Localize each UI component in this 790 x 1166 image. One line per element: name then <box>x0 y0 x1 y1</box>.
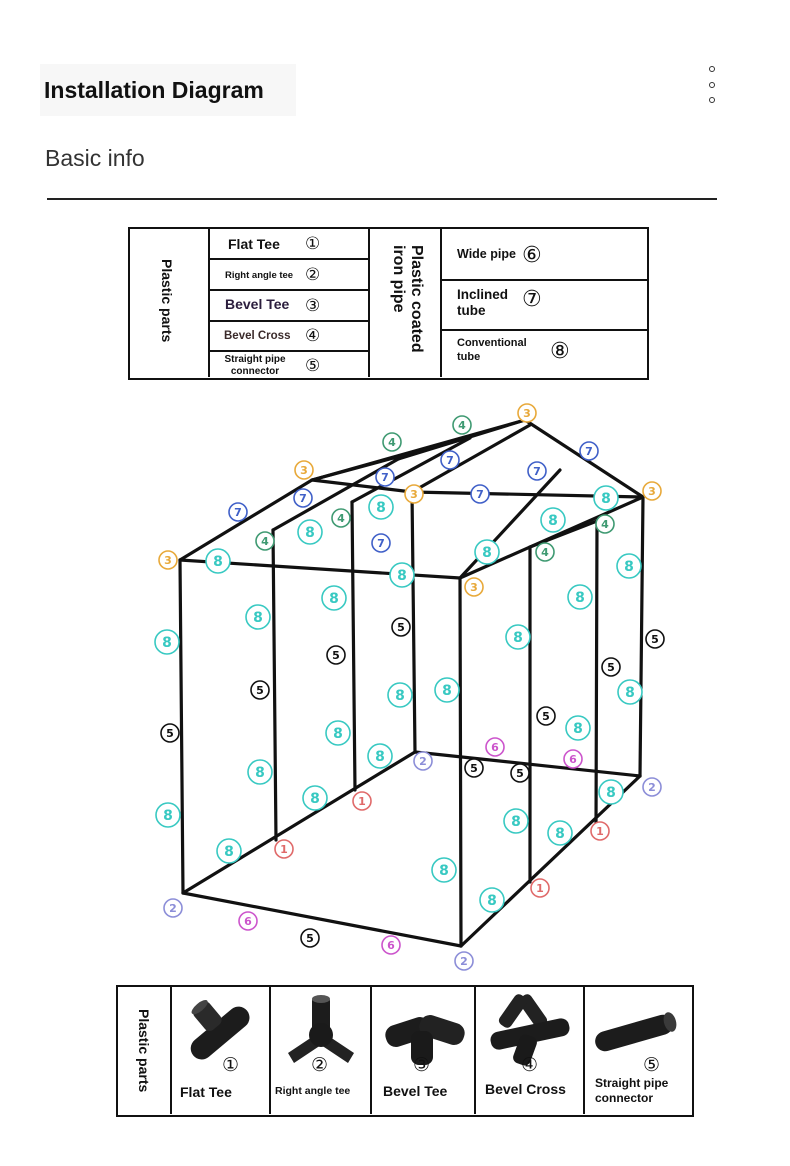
part-marker <box>453 416 471 434</box>
svg-text:4: 4 <box>601 518 609 531</box>
svg-text:5: 5 <box>397 621 405 634</box>
svg-text:5: 5 <box>651 633 659 646</box>
svg-text:8: 8 <box>606 785 616 801</box>
svg-text:5: 5 <box>542 710 550 723</box>
part-marker <box>251 681 269 699</box>
legend-num-1: ① <box>305 234 321 254</box>
part-marker <box>643 778 661 796</box>
legend-num-2: ② <box>305 265 321 285</box>
svg-text:8: 8 <box>442 683 452 699</box>
part-label-bevel-tee: Bevel Tee <box>383 1083 448 1099</box>
pipe-segment <box>640 497 643 776</box>
svg-text:7: 7 <box>377 537 385 550</box>
divider <box>269 987 271 1114</box>
legend-table <box>128 227 649 380</box>
legend-label-inclined-tube: Inclined tube <box>457 287 509 318</box>
svg-text:8: 8 <box>329 591 339 607</box>
part-marker <box>327 646 345 664</box>
svg-text:1: 1 <box>280 843 288 856</box>
legend-label-right-angle-tee: Right angle tee <box>225 270 294 281</box>
part-marker <box>475 540 499 564</box>
svg-text:7: 7 <box>299 492 307 505</box>
part-marker <box>566 716 590 740</box>
part-marker <box>432 858 456 882</box>
part-marker <box>405 485 423 503</box>
svg-text:5: 5 <box>166 727 174 740</box>
legend-label-bevel-cross: Bevel Cross <box>224 330 291 342</box>
svg-text:8: 8 <box>310 791 320 807</box>
part-marker <box>486 738 504 756</box>
svg-text:5: 5 <box>332 649 340 662</box>
svg-text:3: 3 <box>410 488 418 501</box>
svg-text:5: 5 <box>470 762 478 775</box>
svg-text:8: 8 <box>213 554 223 570</box>
svg-text:4: 4 <box>388 436 396 449</box>
part-marker <box>353 792 371 810</box>
greenhouse-frame-diagram <box>0 395 790 980</box>
part-label-bevel-cross: Bevel Cross <box>485 1081 566 1097</box>
svg-text:8: 8 <box>487 893 497 909</box>
svg-text:8: 8 <box>253 610 263 626</box>
part-marker <box>164 899 182 917</box>
svg-text:6: 6 <box>491 741 499 754</box>
flat-tee-icon <box>176 991 266 1071</box>
svg-text:8: 8 <box>573 721 583 737</box>
svg-text:8: 8 <box>548 513 558 529</box>
part-marker <box>465 759 483 777</box>
part-marker <box>206 549 230 573</box>
svg-text:3: 3 <box>164 554 172 567</box>
part-num-1: ① <box>222 1054 240 1076</box>
svg-text:8: 8 <box>624 559 634 575</box>
part-marker <box>382 936 400 954</box>
part-marker <box>414 752 432 770</box>
svg-text:8: 8 <box>333 726 343 742</box>
plastic-parts-header: Plastic parts <box>159 259 175 343</box>
svg-text:8: 8 <box>395 688 405 704</box>
part-marker <box>322 586 346 610</box>
divider <box>474 987 476 1114</box>
svg-text:2: 2 <box>169 902 177 915</box>
svg-text:1: 1 <box>358 795 366 808</box>
part-marker <box>617 554 641 578</box>
part-marker <box>591 822 609 840</box>
part-marker <box>602 658 620 676</box>
part-marker <box>298 520 322 544</box>
dot-icon <box>709 82 715 88</box>
section-subtitle: Basic info <box>45 145 145 171</box>
part-num-2: ② <box>311 1054 329 1076</box>
svg-text:8: 8 <box>601 491 611 507</box>
svg-text:8: 8 <box>439 863 449 879</box>
part-num-3: ③ <box>413 1054 431 1076</box>
part-marker <box>239 912 257 930</box>
part-marker <box>155 630 179 654</box>
part-marker <box>480 888 504 912</box>
part-label-right-angle-tee: Right angle tee <box>275 1085 351 1097</box>
svg-text:8: 8 <box>305 525 315 541</box>
svg-text:8: 8 <box>376 500 386 516</box>
legend-num-3: ③ <box>305 296 321 316</box>
divider <box>370 987 372 1114</box>
svg-text:8: 8 <box>163 808 173 824</box>
pipe-segment <box>460 578 461 946</box>
dot-icon <box>709 97 715 103</box>
svg-text:5: 5 <box>306 932 314 945</box>
svg-text:3: 3 <box>300 464 308 477</box>
svg-text:8: 8 <box>224 844 234 860</box>
svg-text:3: 3 <box>523 407 531 420</box>
divider <box>208 320 368 322</box>
svg-text:7: 7 <box>234 506 242 519</box>
part-marker <box>161 724 179 742</box>
part-marker <box>465 578 483 596</box>
part-marker <box>548 821 572 845</box>
part-marker <box>368 744 392 768</box>
svg-text:1: 1 <box>536 882 544 895</box>
dot-icon <box>709 66 715 72</box>
part-marker <box>383 433 401 451</box>
svg-text:3: 3 <box>648 485 656 498</box>
svg-text:8: 8 <box>625 685 635 701</box>
svg-text:7: 7 <box>381 471 389 484</box>
part-marker <box>392 618 410 636</box>
part-marker <box>217 839 241 863</box>
part-marker <box>390 563 414 587</box>
part-marker <box>528 462 546 480</box>
svg-text:4: 4 <box>541 546 549 559</box>
part-marker <box>326 721 350 745</box>
part-marker <box>537 707 555 725</box>
part-marker <box>568 585 592 609</box>
svg-text:8: 8 <box>555 826 565 842</box>
svg-text:8: 8 <box>255 765 265 781</box>
part-marker <box>295 461 313 479</box>
part-marker <box>303 786 327 810</box>
part-marker <box>594 486 618 510</box>
svg-text:5: 5 <box>607 661 615 674</box>
straight-pipe-connector-icon <box>588 1001 688 1061</box>
svg-text:6: 6 <box>244 915 252 928</box>
part-marker <box>372 534 390 552</box>
legend-label-flat-tee: Flat Tee <box>228 236 280 252</box>
part-marker <box>618 680 642 704</box>
svg-text:5: 5 <box>516 767 524 780</box>
part-marker <box>504 809 528 833</box>
more-options-icon[interactable] <box>709 66 719 113</box>
divider <box>440 279 647 281</box>
divider <box>440 229 442 377</box>
legend-num-6: ⑥ <box>522 243 542 268</box>
part-marker <box>388 683 412 707</box>
divider <box>208 258 368 260</box>
part-num-5: ⑤ <box>643 1054 661 1076</box>
pipe-segment <box>183 752 415 893</box>
part-marker <box>541 508 565 532</box>
svg-text:2: 2 <box>648 781 656 794</box>
part-marker <box>156 803 180 827</box>
svg-text:8: 8 <box>513 630 523 646</box>
part-marker <box>596 515 614 533</box>
part-marker <box>332 509 350 527</box>
svg-text:1: 1 <box>596 825 604 838</box>
pipe-segment <box>352 502 355 790</box>
legend-label-conventional-tube: Conventional tube <box>457 337 527 363</box>
svg-text:3: 3 <box>470 581 478 594</box>
divider <box>208 229 210 377</box>
divider <box>170 987 172 1114</box>
parts-header: Plastic parts <box>136 1009 152 1093</box>
svg-text:7: 7 <box>533 465 541 478</box>
part-num-4: ④ <box>521 1054 539 1076</box>
divider <box>208 289 368 291</box>
part-marker <box>564 750 582 768</box>
svg-text:4: 4 <box>337 512 345 525</box>
divider <box>583 987 585 1114</box>
part-marker <box>599 780 623 804</box>
svg-text:8: 8 <box>375 749 385 765</box>
part-marker <box>159 551 177 569</box>
divider <box>368 229 370 377</box>
pipe-segment <box>412 492 415 752</box>
part-marker <box>506 625 530 649</box>
svg-text:8: 8 <box>162 635 172 651</box>
part-marker <box>471 485 489 503</box>
svg-text:2: 2 <box>460 955 468 968</box>
part-marker <box>294 489 312 507</box>
part-marker <box>646 630 664 648</box>
legend-label-straight-pipe-connector: Straight pipe connector <box>224 354 286 377</box>
part-marker <box>369 495 393 519</box>
legend-label-bevel-tee: Bevel Tee <box>225 296 290 312</box>
part-label-straight-pipe-connector: Straight pipe connector <box>595 1076 669 1105</box>
legend-num-4: ④ <box>305 326 321 346</box>
part-marker <box>301 929 319 947</box>
part-marker <box>248 760 272 784</box>
svg-text:8: 8 <box>397 568 407 584</box>
part-marker <box>643 482 661 500</box>
divider <box>47 198 717 200</box>
part-marker <box>536 543 554 561</box>
pipe-header: Plastic coated iron pipe <box>390 245 425 353</box>
svg-text:4: 4 <box>458 419 466 432</box>
page-title: Installation Diagram <box>40 64 296 116</box>
svg-text:7: 7 <box>446 454 454 467</box>
svg-text:6: 6 <box>387 939 395 952</box>
pipe-segment <box>183 893 461 946</box>
part-marker <box>256 532 274 550</box>
part-marker <box>275 840 293 858</box>
legend-num-8: ⑧ <box>550 339 570 364</box>
svg-text:2: 2 <box>419 755 427 768</box>
svg-text:8: 8 <box>482 545 492 561</box>
legend-num-7: ⑦ <box>522 287 542 312</box>
pipe-segment <box>312 480 412 492</box>
parts-table <box>116 985 694 1117</box>
part-marker <box>518 404 536 422</box>
svg-text:8: 8 <box>575 590 585 606</box>
divider <box>208 350 368 352</box>
part-marker <box>229 503 247 521</box>
part-marker <box>246 605 270 629</box>
legend-label-wide-pipe: Wide pipe <box>457 247 516 261</box>
part-marker <box>376 468 394 486</box>
part-markers <box>155 404 664 970</box>
part-marker <box>531 879 549 897</box>
part-marker <box>580 442 598 460</box>
pipe-segment <box>180 560 183 893</box>
part-label-flat-tee: Flat Tee <box>180 1084 232 1100</box>
svg-text:7: 7 <box>585 445 593 458</box>
pipe-segment <box>596 521 597 828</box>
pipe-segment <box>273 530 276 840</box>
svg-text:4: 4 <box>261 535 269 548</box>
part-marker <box>435 678 459 702</box>
part-marker <box>511 764 529 782</box>
legend-num-5: ⑤ <box>305 356 321 376</box>
svg-text:6: 6 <box>569 753 577 766</box>
svg-text:8: 8 <box>511 814 521 830</box>
svg-text:7: 7 <box>476 488 484 501</box>
svg-text:5: 5 <box>256 684 264 697</box>
divider <box>440 329 647 331</box>
part-marker <box>441 451 459 469</box>
part-marker <box>455 952 473 970</box>
